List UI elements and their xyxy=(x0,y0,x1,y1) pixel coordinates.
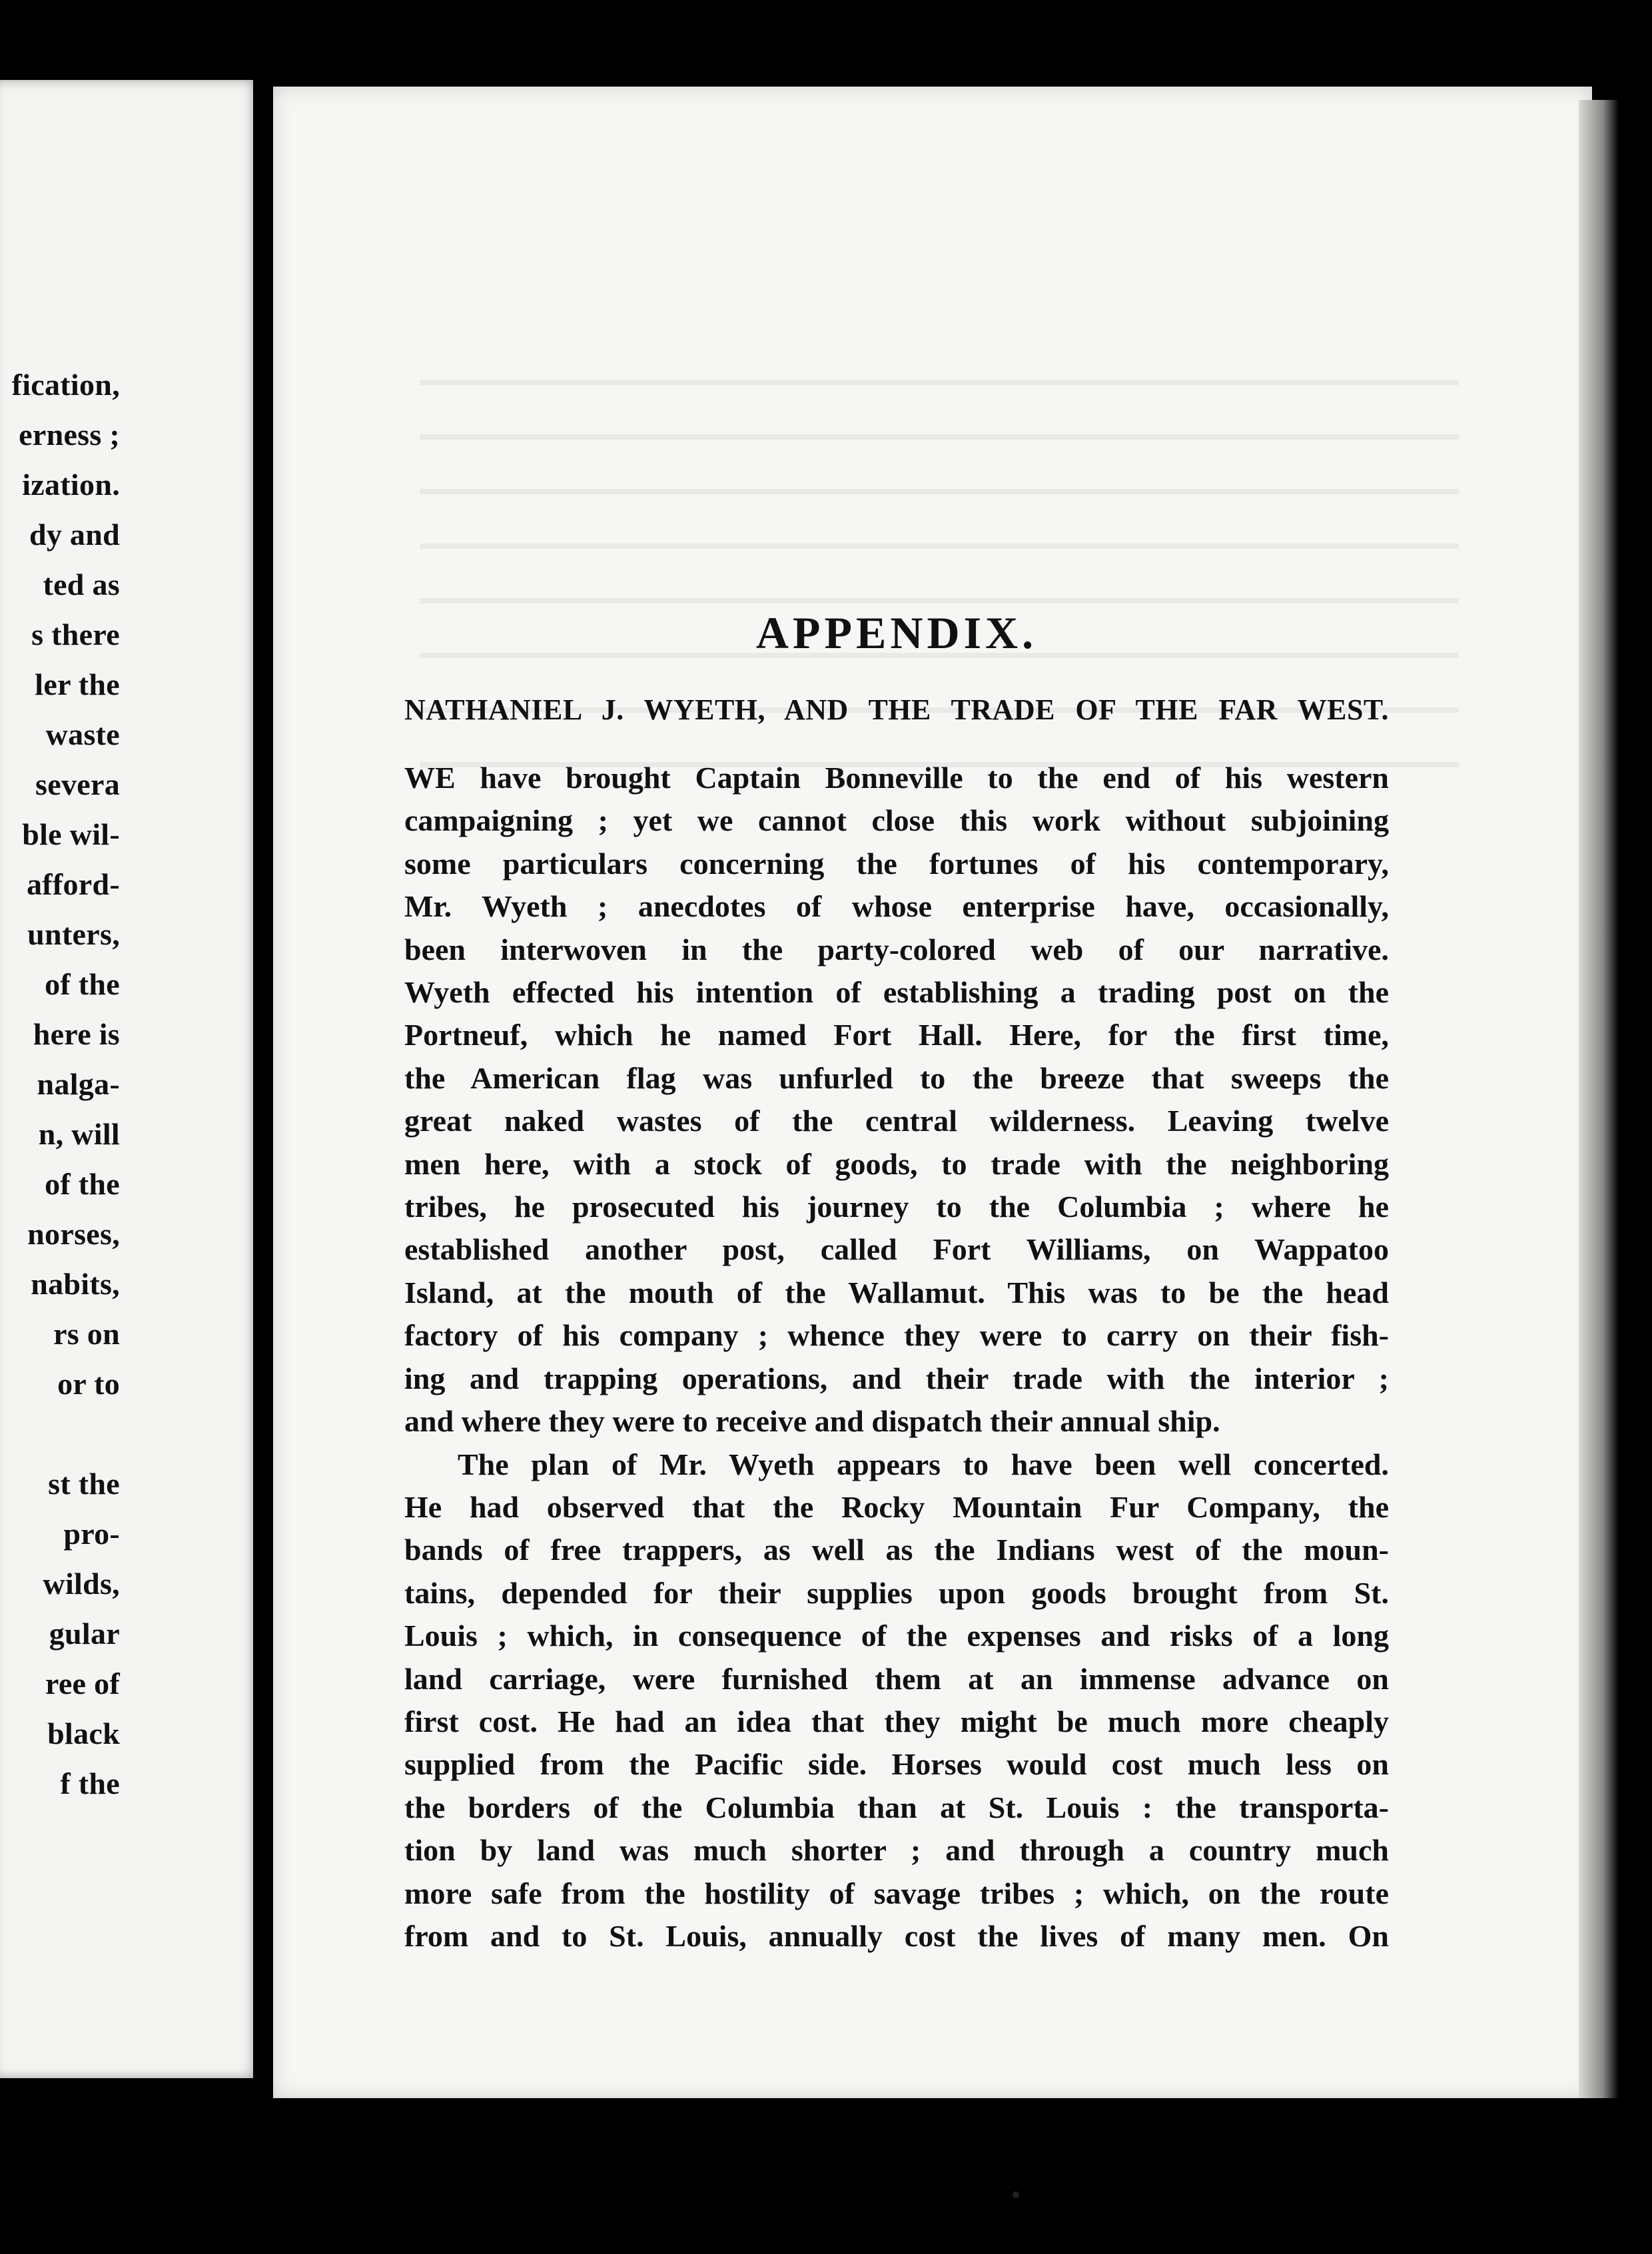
left-page-line: ler the xyxy=(35,667,120,701)
left-page-line: f the xyxy=(60,1766,120,1800)
text-line: tion by land was much shorter ; and through a country much xyxy=(404,1833,1389,1868)
left-page-line: of the xyxy=(45,967,120,1001)
text-line: the borders of the Columbia than at St. Louis : the transporta- xyxy=(404,1790,1389,1824)
text-line: bands of free trappers, as well as the Indians west of the moun- xyxy=(404,1533,1389,1567)
left-page-line: nabits, xyxy=(31,1267,120,1301)
text-line: first cost. He had an idea that they might be much more cheaply xyxy=(404,1704,1389,1738)
paragraph-2 xyxy=(404,1443,1389,1958)
text-line: He had observed that the Rocky Mountain Fur Company, the xyxy=(404,1489,1389,1524)
left-page-line: rs on xyxy=(53,1317,120,1351)
text-line: from and to St. Louis, annually cost the lives of many men. On xyxy=(404,1918,1389,1953)
left-page-line: ree of xyxy=(45,1667,120,1700)
left-page-line: ization. xyxy=(22,468,120,502)
text-line: Louis ; which, in consequence of the expenses and risks of a long xyxy=(404,1619,1389,1653)
chapter-subheading: NATHANIEL J. WYETH, AND THE TRADE OF THE FAR WEST. xyxy=(404,693,1389,726)
left-page-line: gular xyxy=(49,1617,120,1651)
text-line: campaigning ; yet we cannot close this work without subjoining xyxy=(404,803,1389,838)
left-page-line: wilds, xyxy=(43,1567,120,1601)
left-page-line: nalga- xyxy=(37,1067,120,1101)
book-gutter xyxy=(253,80,273,2111)
left-page-line: unters, xyxy=(27,917,120,951)
left-page-line: norses, xyxy=(27,1217,120,1251)
left-page-line: afford- xyxy=(26,867,120,901)
text-line: and where they were to receive and dispatch their annual ship. xyxy=(404,1404,1220,1439)
text-line: Portneuf, which he named Fort Hall. Here, for the first time, xyxy=(404,1018,1389,1052)
left-page-line: ble wil- xyxy=(22,817,120,851)
page-edge xyxy=(1579,100,1619,2098)
text-line: Island, at the mouth of the Wallamut. This was to be the head xyxy=(404,1275,1389,1310)
text-line: Mr. Wyeth ; anecdotes of whose enterprise have, occasionally, xyxy=(404,889,1389,924)
text-line: tribes, he prosecuted his journey to the Columbia ; where he xyxy=(404,1190,1389,1224)
left-page-line: waste xyxy=(45,717,120,751)
left-page-line: ted as xyxy=(43,567,120,601)
text-line: supplied from the Pacific side. Horses would cost much less on xyxy=(404,1747,1389,1782)
left-page-line: or to xyxy=(57,1367,120,1401)
text-line: WE have brought Captain Bonneville to the end of his western xyxy=(404,761,1389,795)
left-page-line: severa xyxy=(35,767,120,801)
text-line: Wyeth effected his intention of establishing a trading post on the xyxy=(404,975,1389,1010)
left-page-line: erness ; xyxy=(19,418,120,452)
left-page-text xyxy=(0,360,120,1808)
text-line: factory of his company ; whence they were to carry on their fish- xyxy=(404,1318,1389,1353)
left-page-line: n, will xyxy=(38,1117,120,1151)
text-line: tains, depended for their supplies upon goods brought from St. xyxy=(404,1575,1389,1610)
left-page-line: pro- xyxy=(63,1517,120,1551)
left-page-line: st the xyxy=(48,1467,120,1501)
page-text xyxy=(404,528,1389,1958)
page-heading: APPENDIX. xyxy=(755,607,1038,658)
text-line: some particulars concerning the fortunes of his contemporary, xyxy=(404,846,1389,881)
scan-speck xyxy=(1013,2191,1019,2198)
text-line: land carriage, were furnished them at an immense advance on xyxy=(404,1661,1389,1696)
left-page-line: dy and xyxy=(29,518,120,552)
text-line: established another post, called Fort Williams, on Wappatoo xyxy=(404,1232,1389,1267)
right-page xyxy=(273,87,1592,2098)
text-line: The plan of Mr. Wyeth appears to have been well concerted. xyxy=(458,1447,1389,1481)
text-line: the American flag was unfurled to the breeze that sweeps the xyxy=(404,1060,1389,1095)
left-page-line: of the xyxy=(45,1167,120,1201)
paragraph-1 xyxy=(404,757,1389,1443)
text-line: more safe from the hostility of savage tribes ; which, on the route xyxy=(404,1876,1389,1910)
left-page-line: s there xyxy=(31,617,120,651)
text-line: been interwoven in the party-colored web of our narrative. xyxy=(404,932,1389,966)
left-page-line: fication, xyxy=(11,368,120,402)
left-page-line: here is xyxy=(33,1017,120,1051)
left-page xyxy=(0,80,260,2078)
left-page-line: black xyxy=(47,1716,120,1750)
text-line: ing and trapping operations, and their trade with the interior ; xyxy=(404,1361,1389,1395)
text-line: men here, with a stock of goods, to trade with the neighboring xyxy=(404,1146,1389,1181)
text-line: great naked wastes of the central wilderness. Leaving twelve xyxy=(404,1104,1389,1138)
